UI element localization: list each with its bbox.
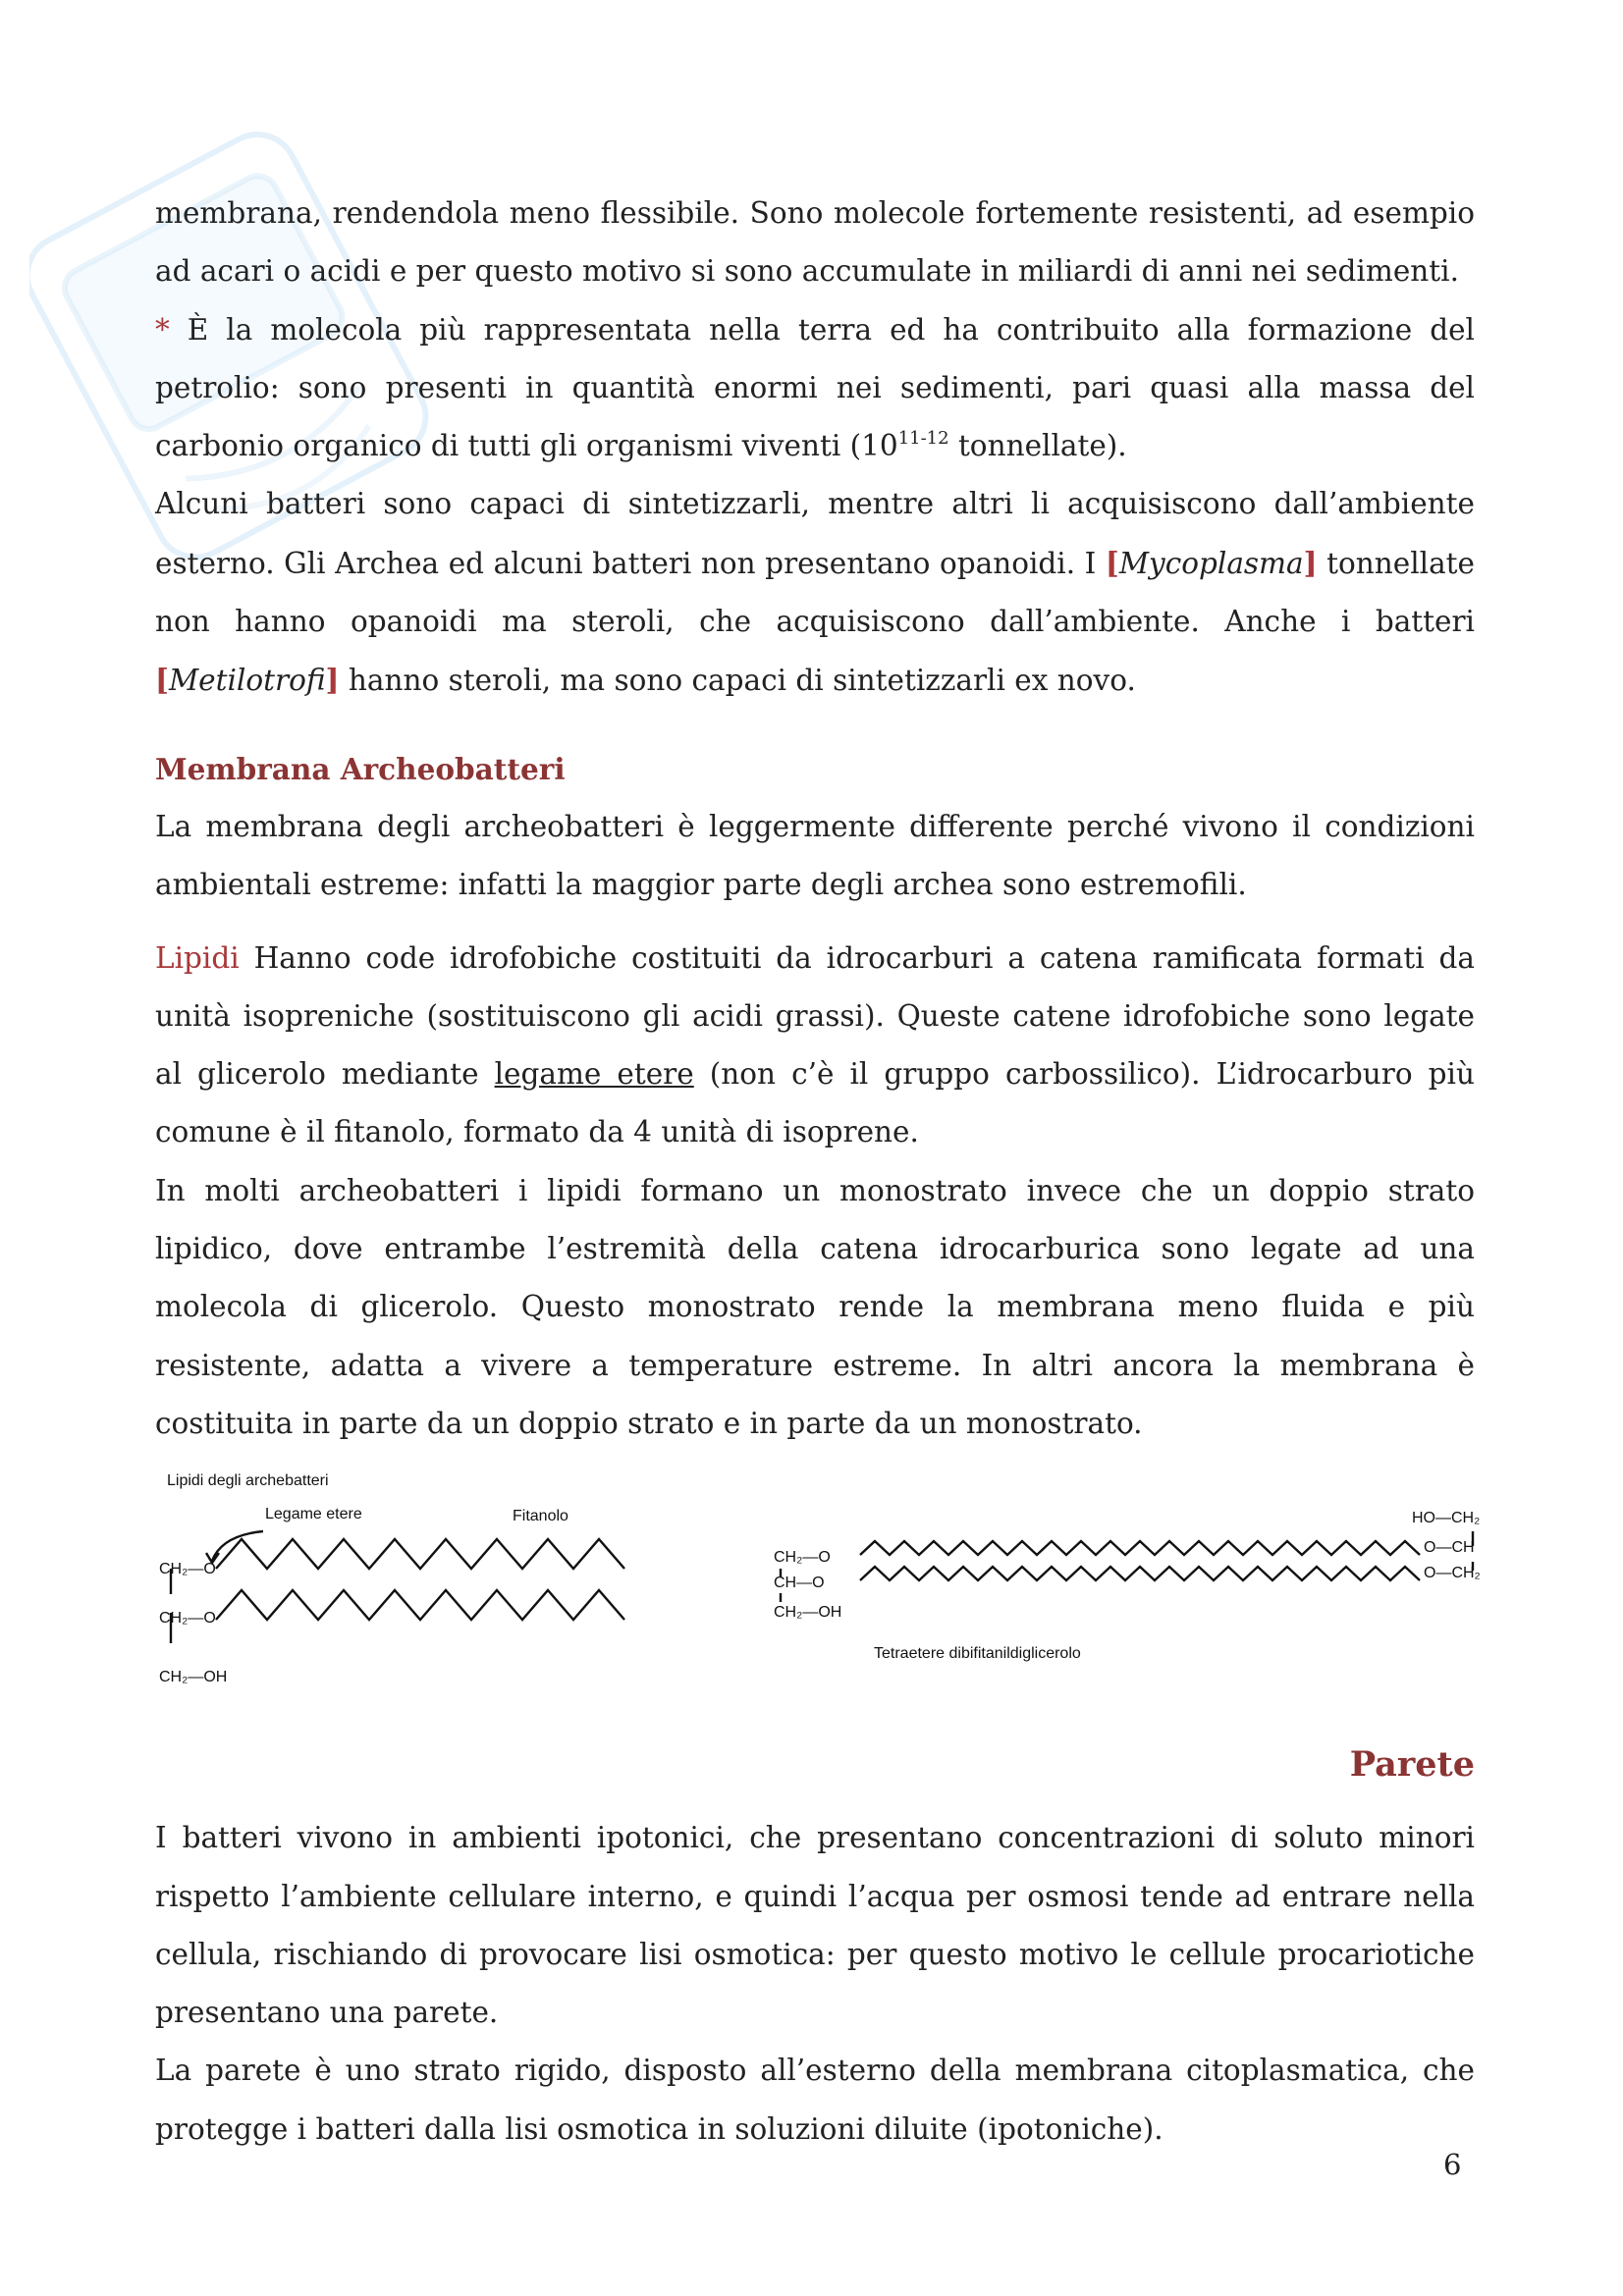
label-right-ch2oh: CH₂—OH [774,1604,842,1622]
page-number: 6 [1443,2148,1462,2181]
paragraph-synthesis: Alcuni batteri sono capaci di sintetizzarli, mentre altri li acquisiscono dall’ambiente esterno. Gli Archea ed alcuni batteri non presentano opanoidi. I [Mycoplasma] tonnellate non hanno opanoidi ma steroli, che acquisiscono dall’ambiente. Anche i batteri [Metilotrofi] hanno steroli, ma sono capaci di sintetizzarli ex novo. [155,487,1475,698]
paragraph-lipidi: Lipidi Hanno code idrofobiche costituiti da idrocarburi a catena ramificata formati da unità isopreniche (sostituiscono gli acidi grassi). Queste catene idrofobiche sono legate al glicerolo mediante legame etere (non c’è il gruppo carbossilico). L’idrocarburo più comune è il fitanolo, formato da 4 unità di isoprene. [155,940,1475,1149]
term-metilotrofi: Metilotrofi [168,664,326,698]
section-heading-membrana: Membrana Archeobatteri [155,751,566,786]
label-right-och: O—CH [1424,1539,1475,1557]
label-right-hoch2: HO—CH₂ [1412,1510,1481,1527]
hydrocarbon-chain [216,1539,624,1569]
label-right-ch2o: CH₂—O [774,1549,831,1567]
paragraph-petroleum: * È la molecola più rappresentata nella terra ed ha contribuito alla formazione del petrolio: sono presenti in quantità enormi nei sedimenti, pari quasi alla massa del carbonio organico di tutti gli organismi viventi (10$^{11-12}$ tonnellate). [155,312,1475,463]
label-ch2oh: CH₂—OH [159,1669,228,1686]
superscript-exponent: 11-12 [897,428,949,450]
paragraph-wall-intro: I batteri vivono in ambienti ipotonici, che presentano concentrazioni di soluto minori rispetto l’ambiente cellulare interno, e quindi l’acqua per osmosi tende ad entrare nella cellula, rischiando di provocare lisi osmotica: per questo motivo le cellule procariotiche presentano una parete. [155,1821,1475,2030]
archaea-lipids-figure [157,1470,1492,1735]
document-page [155,185,1481,2159]
paragraph-hopanoids: membrana, rendendola meno flessibile. Sono molecole fortemente resistenti, ad esempio ad acari o acidi e per questo motivo si sono accumulate in miliardi di anni nei sedimenti. [155,196,1475,289]
paragraph-monolayer: In molti archeobatteri i lipidi formano un monostrato invece che un doppio strato lipidico, dove entrambe l’estremità della catena idrocarburica sono legate ad una molecola di glicerolo. Questo monostrato rende la membrana meno fluida e più resistente, adatta a vivere a temperature estreme. In altri ancora la membrana è costituita in parte da un doppio strato e in parte da un monostrato. [155,1173,1475,1440]
paragraph-wall-definition: La parete è uno strato rigido, disposto all’esterno della membrana citoplasmatica, che protegge i batteri dalla lisi osmotica in soluzioni diluite (ipotoniche). [155,2054,1475,2146]
section-heading-parete: Parete [1349,1744,1475,1786]
label-legame-etere: Legame etere [265,1506,362,1523]
footnote-star: * [155,312,170,347]
figure-title: Lipidi degli archebatteri [167,1472,329,1490]
label-right-och2: O—CH₂ [1424,1565,1481,1582]
hydrocarbon-chain [860,1541,1420,1555]
hydrocarbon-chain [860,1567,1420,1580]
paragraph-archaea-membrane: La membrana degli archeobatteri è leggermente differente perché vivono il condizioni ambientali estreme: infatti la maggior parte degli archea sono estremofili. [155,809,1475,902]
label-lipidi: Lipidi [155,940,240,975]
label-fitanolo: Fitanolo [513,1508,568,1525]
caption-tetraetere: Tetraetere dibifitanildiglicerolo [874,1645,1081,1663]
label-ch2o-top: CH₂—O [159,1561,216,1578]
label-ch2o-mid: CH₂—O [159,1610,216,1628]
hydrocarbon-chain [216,1590,624,1620]
term-legame-etere: legame etere [494,1057,694,1092]
label-right-cho: CH—O [774,1575,825,1592]
term-mycoplasma: Mycoplasma [1118,546,1304,580]
